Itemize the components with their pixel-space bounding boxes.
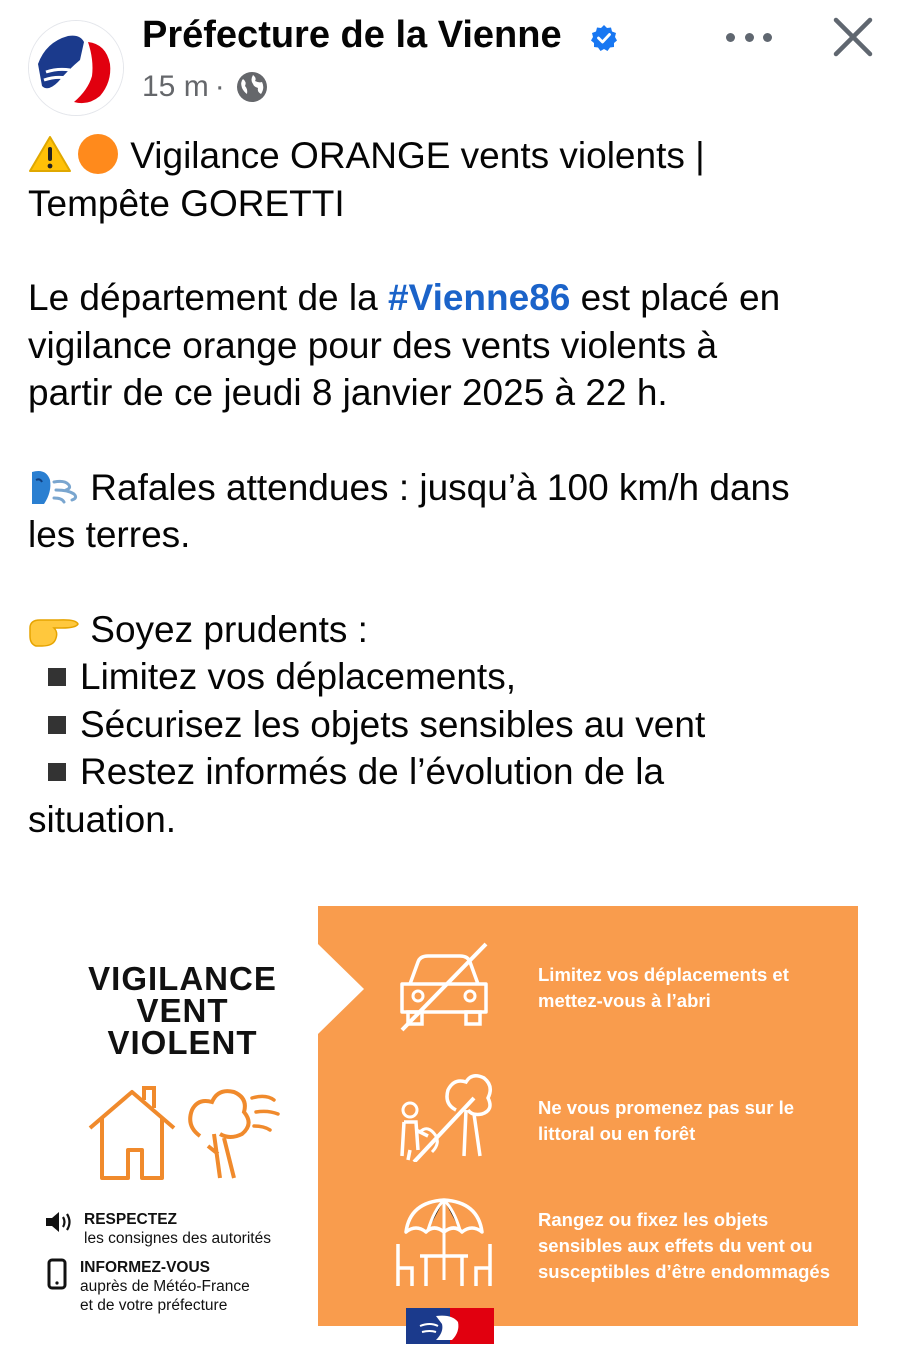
paragraph-advice xyxy=(28,606,878,844)
post-timestamp[interactable]: 15 m xyxy=(142,70,209,103)
post-meta xyxy=(142,70,269,104)
french-flag-icon xyxy=(406,1308,494,1344)
title-line-2: Tempête GORETTI xyxy=(28,182,345,224)
panel-arrow-notch xyxy=(318,944,366,1034)
respect-text: les consignes des autorités xyxy=(84,1230,271,1247)
globe-icon xyxy=(235,70,269,104)
title-line-1: Vigilance ORANGE vents violents | xyxy=(130,135,705,176)
respect-title: RESPECTEZ xyxy=(84,1211,178,1228)
bullet-3: Restez informés de l’évolution de la xyxy=(80,751,665,792)
paragraph-gusts xyxy=(28,464,878,559)
advice-row-1 xyxy=(538,962,789,1014)
gusts-line-1: Rafales attendues : jusqu’à 100 km/h dans xyxy=(80,466,790,508)
infographic-title-line-1: VIGILANCE xyxy=(88,960,277,997)
paragraph-vigilance xyxy=(28,274,878,417)
parasol-table-icon xyxy=(392,1194,496,1294)
no-car-icon xyxy=(392,940,496,1032)
post-title xyxy=(28,132,878,227)
advice-row-3 xyxy=(538,1207,830,1285)
meta-separator: · xyxy=(214,70,225,103)
page-name[interactable]: Préfecture de la Vienne xyxy=(142,14,562,56)
row1-line-2: mettez-vous à l’abri xyxy=(538,990,711,1011)
para1-text-b: est placé en xyxy=(570,277,781,318)
close-icon[interactable] xyxy=(830,14,876,60)
warning-emoji-icon xyxy=(28,135,72,173)
marianne-logo xyxy=(28,20,124,116)
row2-line-2: littoral ou en forêt xyxy=(538,1123,696,1144)
para1-line-3: partir de ce jeudi 8 janvier 2025 à 22 h. xyxy=(28,372,668,413)
speaker-icon xyxy=(44,1210,74,1234)
post-text xyxy=(28,132,878,843)
more-options-icon[interactable] xyxy=(726,22,772,52)
row3-line-3: susceptibles d’être endommagés xyxy=(538,1261,830,1282)
infographic-title-line-2: VENT xyxy=(136,992,229,1029)
orange-circle-emoji-icon xyxy=(76,132,120,176)
inform-title: INFORMEZ-VOUS xyxy=(80,1259,211,1276)
respect-instructions xyxy=(44,1210,271,1248)
hashtag-link[interactable]: #Vienne86 xyxy=(387,277,571,318)
bullet-2: Sécurisez les objets sensibles au vent xyxy=(80,703,706,745)
house-tree-wind-icon xyxy=(82,1078,282,1184)
para1-line-2: vigilance orange pour des vents violents à xyxy=(28,324,718,366)
advice-title: Soyez prudents : xyxy=(80,608,368,650)
bullet-1: Limitez vos déplacements, xyxy=(80,656,516,697)
pointing-hand-emoji-icon xyxy=(28,610,80,650)
para1-text-a: Le département de la xyxy=(28,277,388,318)
infographic-title-line-3: VIOLENT xyxy=(107,1024,258,1061)
row1-line-1: Limitez vos déplacements et xyxy=(538,964,789,985)
advice-row-2 xyxy=(538,1095,794,1147)
bullet-3-continued: situation. xyxy=(28,798,177,840)
phone-icon xyxy=(44,1258,70,1292)
infographic-title xyxy=(60,960,305,1061)
no-walk-forest-icon xyxy=(394,1070,498,1162)
row3-line-1: Rangez ou fixez les objets xyxy=(538,1209,769,1230)
inform-instructions xyxy=(44,1258,250,1315)
page-avatar[interactable] xyxy=(28,20,124,116)
inform-line-1: auprès de Météo-France xyxy=(80,1278,250,1295)
gusts-line-2: les terres. xyxy=(28,514,191,555)
verified-badge-icon xyxy=(590,24,618,52)
row2-line-1: Ne vous promenez pas sur le xyxy=(538,1097,795,1118)
inform-line-2: et de votre préfecture xyxy=(80,1297,228,1314)
wind-face-emoji-icon xyxy=(28,466,80,508)
row3-line-2: sensibles aux effets du vent ou xyxy=(538,1235,813,1256)
